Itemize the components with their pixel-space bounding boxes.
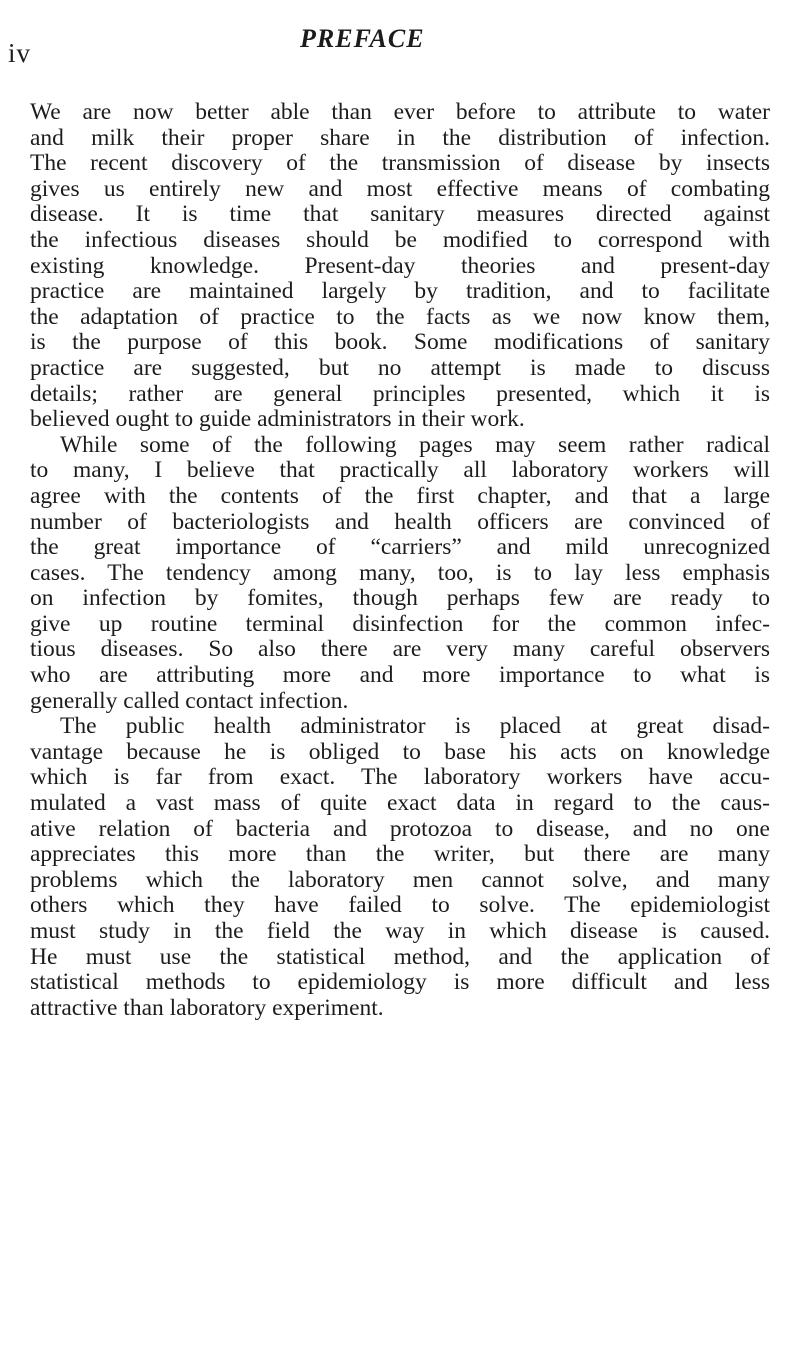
text-line: problems which the laboratory men cannot solve, and many: [30, 867, 770, 893]
text-line: others which they have failed to solve. The epidemiologist: [30, 893, 770, 919]
text-line: The public health administrator is placed at great disad-: [60, 714, 770, 740]
text-line: on infection by fomites, though perhaps few are ready to: [30, 586, 770, 612]
text-line: We are now better able than ever before to attribute to water: [30, 100, 770, 125]
text-line: the infectious diseases should be modified to correspond with: [30, 227, 770, 253]
text-line: attractive than laboratory experiment.: [30, 995, 384, 1021]
text-line: statistical methods to epidemiology is more difficult and less: [30, 970, 770, 996]
text-line: The recent discovery of the transmission of disease by insects: [30, 151, 770, 177]
text-line: the adaptation of practice to the facts as we now know them,: [30, 304, 770, 330]
text-line: ative relation of bacteria and protozoa to disease, and no one: [30, 816, 770, 842]
text-line: believed ought to guide administrators in their work.: [30, 407, 525, 433]
text-line: He must use the statistical method, and the application of: [30, 944, 770, 970]
text-line: agree with the contents of the first chapter, and that a large: [30, 483, 770, 509]
text-line: cases. The tendency among many, too, is to lay less emphasis: [30, 560, 770, 586]
text-line: is the purpose of this book. Some modifications of sanitary: [30, 330, 770, 356]
text-line: which is far from exact. The laboratory workers have accu-: [30, 765, 770, 791]
text-line: to many, I believe that practically all laboratory workers will: [30, 458, 770, 484]
text-line: who are attributing more and more importance to what is: [30, 663, 770, 689]
text-line: mulated a vast mass of quite exact data in regard to the caus-: [30, 791, 770, 817]
running-head-title: PREFACE: [300, 24, 425, 53]
text-line: practice are suggested, but no attempt is made to discuss: [30, 355, 770, 381]
text-line: existing knowledge. Present-day theories and present-day: [30, 253, 770, 279]
text-line: number of bacteriologists and health officers are convinced of: [30, 509, 770, 535]
text-line: and milk their proper share in the distribution of infection.: [30, 125, 770, 151]
text-line: practice are maintained largely by tradition, and to facilitate: [30, 279, 770, 305]
text-line: details; rather are general principles presented, which it is: [30, 381, 770, 407]
page-number: iv: [8, 38, 32, 68]
text-line: appreciates this more than the writer, but there are many: [30, 842, 770, 868]
preface-body-text: [30, 100, 770, 1021]
text-line: give up routine terminal disinfection for the common infec-: [30, 611, 770, 637]
text-line: gives us entirely new and most effective means of combating: [30, 176, 770, 202]
text-line: disease. It is time that sanitary measures directed against: [30, 202, 770, 228]
text-line: vantage because he is obliged to base his acts on knowledge: [30, 739, 770, 765]
text-line: While some of the following pages may seem rather radical: [60, 432, 770, 458]
text-line: tious diseases. So also there are very many careful observers: [30, 637, 770, 663]
text-line: generally called contact infection.: [30, 688, 349, 714]
text-line: the great importance of “carriers” and mild unrecognized: [30, 535, 770, 561]
text-line: must study in the field the way in which disease is caused.: [30, 919, 770, 944]
